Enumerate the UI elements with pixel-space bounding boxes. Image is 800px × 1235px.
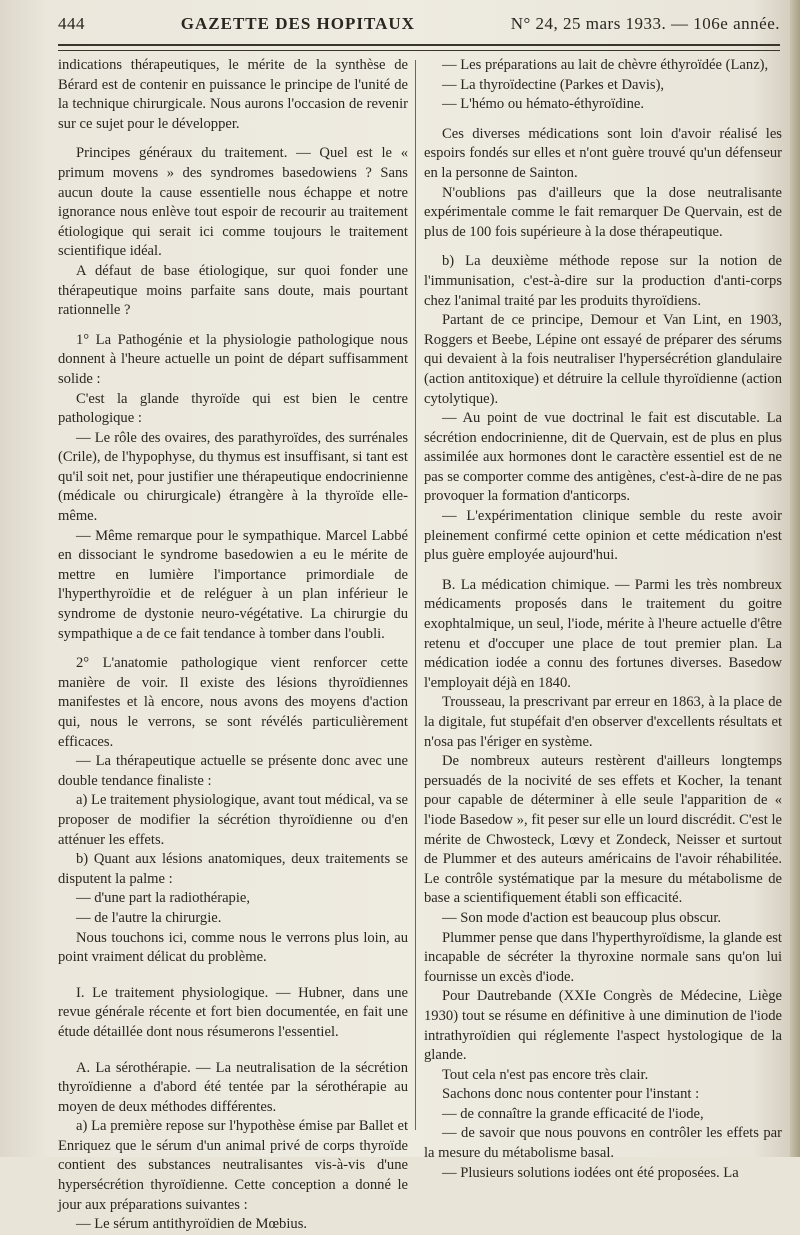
paragraph: — Au point de vue doctrinal le fait est discutable. La sécrétion endocrinienne, dit de Quervain, est de plus en plus assimilée aux hormones dont le caractère essentiel est de ne pas se comporter comme des antigènes, c'est-à-dire de ne pas provoquer la formation d'anticorps. [424, 410, 782, 505]
paragraph: indications thérapeutiques, le mérite de la synthèse de Bérard est de contenir en puissance le principe de l'unité de la technique chirurgicale. Nous aurons l'occasion de revenir sur ce sujet pour le développer. [58, 57, 408, 132]
paragraph: C'est la glande thyroïde qui est bien le centre pathologique : [58, 390, 408, 427]
paragraph: b) Quant aux lésions anatomiques, deux traitements se disputent la palme : [58, 851, 408, 887]
issue-info: N° 24, 25 mars 1933. — 106e année. [510, 14, 780, 33]
paragraph: — d'une part la radiothérapie, [76, 890, 251, 907]
paragraph: De nombreux auteurs restèrent d'ailleurs longtemps persuadés de la nocivité de ses effets et Kocher, la tenant pour capable de déterminer à elle seule l'apparition de « l'iode Basedow », fit peser sur elle un lourd discrédit. C'est le mérite de Chwosteck, Lœvy et Zondeck, Neisser et surtout de Plummer et des auteurs américains de l'avoir réhabilitée. Le contrôle systématique par la mesure du métabolisme de base a scientifiquement établi son efficacité. [424, 753, 782, 907]
paragraph: a) Le traitement physiologique, avant tout médical, va se proposer de modifier la sécrétion thyroïdienne ou d'en atténuer les effets. [58, 792, 408, 848]
paragraph: — Le sérum antithyroïdien de Mœbius. [76, 1216, 308, 1233]
paragraph: — La thérapeutique actuelle se présente donc avec une double tendance finaliste : [58, 753, 408, 789]
right-column [424, 56, 782, 1183]
header-rule [58, 44, 780, 51]
paragraph: — de savoir que nous pouvons en contrôler les effets par la mesure du métabolisme basal. [424, 1125, 782, 1162]
journal-title: GAZETTE DES HOPITAUX [180, 14, 415, 33]
page-number: 444 [58, 14, 85, 33]
paragraph: Ces diverses médications sont loin d'avoir réalisé les espoirs fondés sur elles et n'ont guère trouvé qu'un défenseur en la personne de Sainton. [424, 125, 782, 181]
paragraph: — Son mode d'action est beaucoup plus obscur. [442, 909, 722, 926]
paragraph: — La thyroïdectine (Parkes et Davis), [442, 76, 665, 93]
left-column [58, 56, 408, 1235]
paragraph: A défaut de base étiologique, sur quoi fonder une thérapeutique moins parfaite sans doute, mais pourtant rationnelle ? [58, 262, 408, 319]
page-edge-shadow [790, 0, 800, 1157]
paragraph: Pour Dautrebande (XXIe Congrès de Médecine, Liège 1930) tout se résume en définitive à une diminution de l'iode intrathyroïdien qui réglemente l'aspect hystologique de la glande. [424, 988, 782, 1064]
paragraph: Trousseau, la prescrivant par erreur en 1863, à la place de la digitale, fut stupéfait d'en observer d'excellents résultats et n'osa pas l'ériger en système. [424, 694, 782, 750]
paragraph: Nous touchons ici, comme nous le verrons plus loin, au point vraiment délicat du problème. [58, 929, 408, 966]
paragraph: — Le rôle des ovaires, des parathyroïdes, des surrénales (Crile), de l'hypophyse, du thymus est insuffisant, si tant est qu'il soit net, pour justifier une thérapeutique endocrinienne (médicale ou chirurgicale) étrangère à la thyroïde elle-même. [58, 429, 408, 525]
paragraph: I. Le traitement physiologique. — Hubner, dans une revue générale récente et fort bien documentée, en fait une étude détaillée dont nous résumerons l'essentiel. [58, 984, 408, 1040]
paragraph: Principes généraux du traitement. — Quel est le « primum movens » des syndromes basedowiens ? Sans aucun doute la cause essentielle nous échappe et notre ignorance nous enlève tout espoir de recourir au traitement étiologique qui serait ici comme toujours le traitement scientifique idéal. [58, 145, 408, 260]
paragraph: Tout cela n'est pas encore très clair. [442, 1066, 649, 1083]
paragraph: — de l'autre la chirurgie. [76, 909, 222, 926]
paragraph: 1° La Pathogénie et la physiologie pathologique nous donnent à l'heure actuelle un point de départ suffisamment solide : [58, 331, 408, 387]
paragraph: N'oublions pas d'ailleurs que la dose neutralisante expérimentale comme le fait remarquer De Quervain, est de plus de 100 fois supérieure à la dose thérapeutique. [424, 184, 782, 240]
paragraph: A. La sérothérapie. — La neutralisation de la sécrétion thyroïdienne a d'abord été tentée par la sérothérapie au moyen de deux méthodes différentes. [58, 1059, 408, 1115]
paragraph: — L'hémo ou hémato-éthyroïdine. [442, 96, 645, 113]
paragraph: Partant de ce principe, Demour et Van Lint, en 1903, Roggers et Beebe, Lépine ont essayé de préparer des sérums qui devaient à la fois neutraliser l'hypersécrétion glandulaire (action antitoxique) et détruire la cellule thyroïdienne (action cytolytique). [424, 312, 782, 407]
paragraph: — Plusieurs solutions iodées ont été proposées. La [442, 1164, 739, 1181]
page-header [58, 14, 780, 40]
paragraph: b) La deuxième méthode repose sur la notion de l'immunisation, c'est-à-dire sur la production d'anti-corps chez l'animal traité par les produits thyroïdiens. [424, 253, 782, 309]
paragraph: B. La médication chimique. — Parmi les très nombreux médicaments proposés dans le traitement du goitre exophtalmique, un seul, l'iode, mérite à l'heure actuelle d'être retenu et d'occuper une place de tout premier plan. La médication iodée a connu des fortunes diverses. Basedow l'employait déjà en 1840. [424, 576, 782, 691]
paragraph: a) La première repose sur l'hypothèse émise par Ballet et Enriquez que le sérum d'un animal privé de corps thyroïde contient des substances neutralisantes vis-à-vis d'une hypersécrétion thyroïdienne. Cette conception a donné le jour aux préparations suivantes : [58, 1118, 408, 1213]
paragraph: Sachons donc nous contenter pour l'instant : [442, 1086, 700, 1103]
column-divider [415, 60, 416, 1130]
paragraph: — Même remarque pour le sympathique. Marcel Labbé en dissociant le syndrome basedowien a eu le mérite de mettre en lumière l'importance primordiale de l'hyperthyroïdie et de reléguer à un plan inférieur le syndrome de dystonie neuro-végétative. La chirurgie du sympathique a de ce fait tendance à tomber dans l'oubli. [58, 527, 408, 642]
paragraph: — de connaître la grande efficacité de l'iode, [442, 1105, 704, 1122]
paragraph: Plummer pense que dans l'hyperthyroïdisme, la glande est incapable de sécréter la thyroxine normale sans qu'on lui fournisse un excès d'iode. [424, 929, 782, 985]
paragraph: — L'expérimentation clinique semble du reste avoir pleinement confirmé cette opinion et cette médication n'est plus guère employée aujourd'hui. [424, 508, 782, 564]
paragraph: — Les préparations au lait de chèvre éthyroïdée (Lanz), [442, 57, 769, 73]
paragraph: 2° L'anatomie pathologique vient renforcer cette manière de voir. Il existe des lésions thyroïdiennes manifestes et là encore, nous avons des moyens d'action qui, nous le verrons, se sont révélés particulièrement efficaces. [58, 655, 408, 750]
